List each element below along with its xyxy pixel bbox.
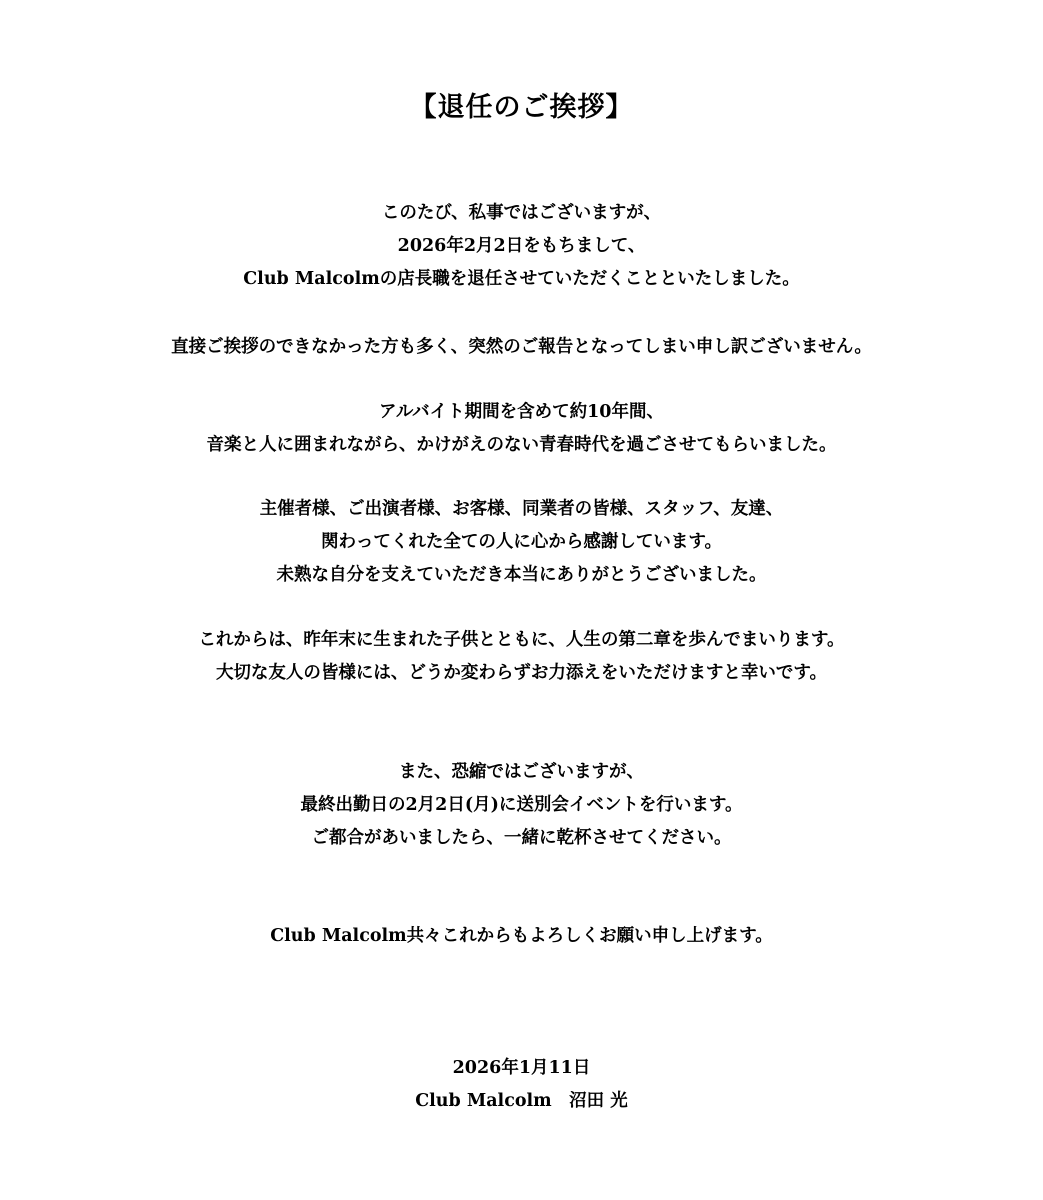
document-date: 2026年1月11日 bbox=[452, 1058, 591, 1078]
paragraph-5-line-2: 大切な友人の皆様には、どうか変わらずお力添えをいただけますと幸いです。 bbox=[215, 663, 828, 683]
paragraph-1-line-2: 2026年2月2日をもちまして、 bbox=[397, 236, 646, 256]
paragraph-2-line-1: 直接ご挨拶のできなかった方も多く、突然のご報告となってしまい申し訳ございません。 bbox=[171, 337, 872, 357]
paragraph-4-line-2: 関わってくれた全ての人に心から感謝しています。 bbox=[321, 532, 722, 552]
paragraph-3-line-1: アルバイト期間を含めて約10年間、 bbox=[379, 402, 664, 422]
paragraph-6-line-3: ご都合があいましたら、一緒に乾杯させてください。 bbox=[311, 828, 732, 848]
document-title: 【退任のご挨拶】 bbox=[409, 92, 634, 123]
paragraph-4-line-1: 主催者様、ご出演者様、お客様、同業者の皆様、スタッフ、友達、 bbox=[259, 499, 784, 519]
paragraph-6-line-1: また、恐縮ではございますが、 bbox=[399, 762, 644, 782]
paragraph-1-line-1: このたび、私事ではございますが、 bbox=[381, 203, 662, 223]
closing-line: Club Malcolm共々これからもよろしくお願い申し上げます。 bbox=[270, 926, 773, 946]
paragraph-6-line-2: 最終出勤日の2月2日(月)に送別会イベントを行います。 bbox=[300, 795, 743, 815]
signature: Club Malcolm 沼田 光 bbox=[415, 1091, 628, 1111]
paragraph-3-line-2: 音楽と人に囲まれながら、かけがえのない青春時代を過ごさせてもらいました。 bbox=[206, 435, 837, 455]
paragraph-4-line-3: 未熟な自分を支えていただき本当にありがとうございました。 bbox=[276, 565, 767, 585]
paragraph-5-line-1: これからは、昨年末に生まれた子供とともに、人生の第二章を歩んでまいります。 bbox=[198, 630, 845, 650]
paragraph-1-line-3: Club Malcolmの店長職を退任させていただくことといたしました。 bbox=[243, 269, 800, 289]
